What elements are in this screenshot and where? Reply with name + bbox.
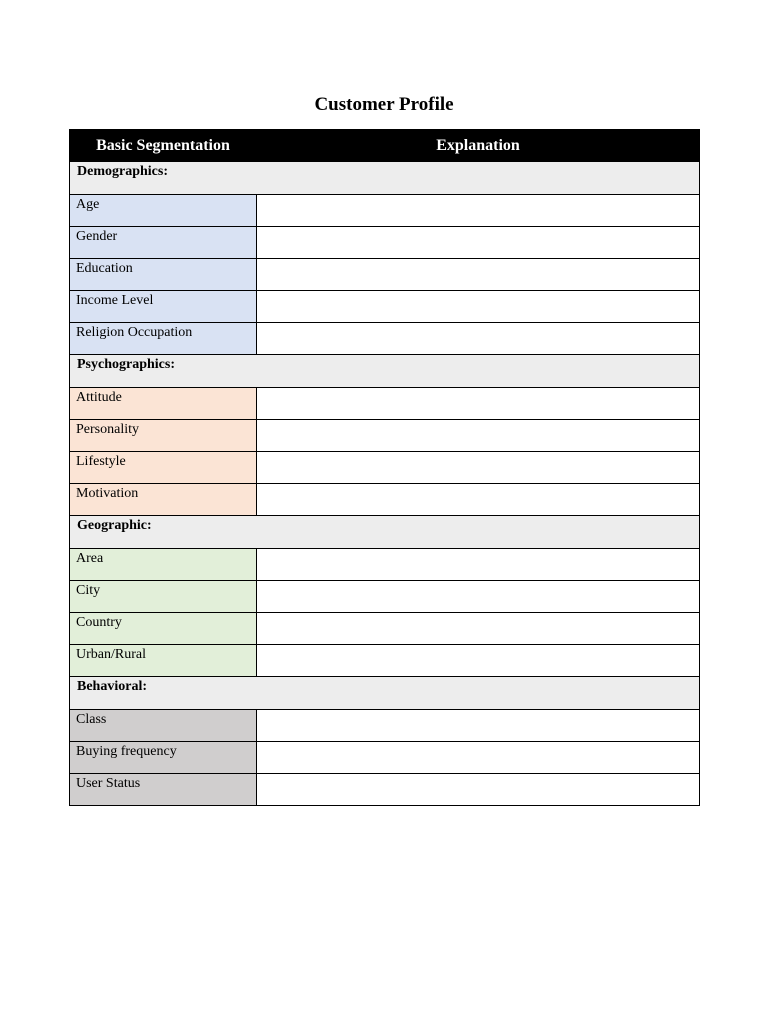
table-header-row	[70, 130, 700, 162]
section-heading: Geographic:	[70, 516, 700, 549]
segment-label: Age	[70, 195, 257, 227]
segment-label: Class	[70, 710, 257, 742]
table-row	[70, 323, 700, 355]
section-row-behavioral	[70, 677, 700, 710]
explanation-cell[interactable]	[257, 742, 700, 774]
segment-label: Lifestyle	[70, 452, 257, 484]
section-row-demographics	[70, 162, 700, 195]
explanation-cell[interactable]	[257, 259, 700, 291]
table-row	[70, 645, 700, 677]
explanation-cell[interactable]	[257, 420, 700, 452]
explanation-cell[interactable]	[257, 227, 700, 259]
segment-label: Urban/Rural	[70, 645, 257, 677]
header-basic-segmentation: Basic Segmentation	[70, 130, 257, 162]
segment-label: User Status	[70, 774, 257, 806]
section-heading: Demographics:	[70, 162, 700, 195]
header-explanation: Explanation	[257, 130, 700, 162]
table-row	[70, 710, 700, 742]
section-row-geographic	[70, 516, 700, 549]
explanation-cell[interactable]	[257, 291, 700, 323]
page-title: Customer Profile	[314, 94, 454, 115]
table-row	[70, 581, 700, 613]
table-row	[70, 259, 700, 291]
table-row	[70, 452, 700, 484]
segment-label: Buying frequency	[70, 742, 257, 774]
explanation-cell[interactable]	[257, 549, 700, 581]
table-row	[70, 549, 700, 581]
section-row-psychographics	[70, 355, 700, 388]
table-row	[70, 484, 700, 516]
table-row	[70, 613, 700, 645]
segment-label: City	[70, 581, 257, 613]
section-heading: Behavioral:	[70, 677, 700, 710]
section-heading: Psychographics:	[70, 355, 700, 388]
segment-label: Personality	[70, 420, 257, 452]
explanation-cell[interactable]	[257, 195, 700, 227]
segment-label: Area	[70, 549, 257, 581]
explanation-cell[interactable]	[257, 645, 700, 677]
table-row	[70, 388, 700, 420]
table-row	[70, 420, 700, 452]
explanation-cell[interactable]	[257, 388, 700, 420]
explanation-cell[interactable]	[257, 581, 700, 613]
table-row	[70, 742, 700, 774]
explanation-cell[interactable]	[257, 710, 700, 742]
explanation-cell[interactable]	[257, 323, 700, 355]
segment-label: Religion Occupation	[70, 323, 257, 355]
customer-profile-table	[69, 129, 700, 806]
explanation-cell[interactable]	[257, 484, 700, 516]
segment-label: Country	[70, 613, 257, 645]
table-row	[70, 774, 700, 806]
segment-label: Education	[70, 259, 257, 291]
explanation-cell[interactable]	[257, 452, 700, 484]
table-row	[70, 195, 700, 227]
segment-label: Gender	[70, 227, 257, 259]
table-row	[70, 291, 700, 323]
explanation-cell[interactable]	[257, 774, 700, 806]
explanation-cell[interactable]	[257, 613, 700, 645]
segment-label: Income Level	[70, 291, 257, 323]
segment-label: Motivation	[70, 484, 257, 516]
segment-label: Attitude	[70, 388, 257, 420]
table-row	[70, 227, 700, 259]
